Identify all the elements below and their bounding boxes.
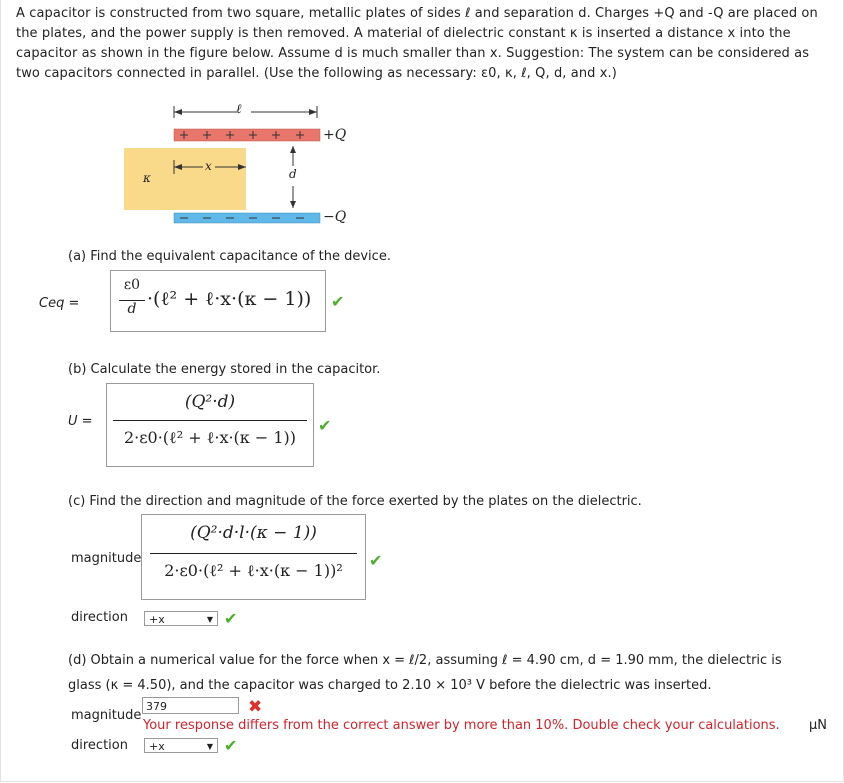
ceq-label: Ceq: [39, 296, 65, 311]
part-c-direction-check-icon: ✔: [224, 609, 238, 628]
part-a-var-label: [39, 296, 79, 311]
part-c-fraction-bar: [150, 553, 357, 554]
figure-label-kappa: κ: [143, 171, 151, 185]
part-b-check-icon: ✔: [318, 416, 332, 435]
part-a-expression: ·(ℓ² + ℓ·x·(κ − 1)): [147, 288, 312, 310]
part-c-direction-label: direction: [71, 610, 128, 625]
part-c-denominator: 2·ε0·(ℓ² + ℓ·x·(κ − 1))²: [164, 561, 343, 580]
figure-label-d: d: [289, 167, 297, 181]
figure-label-minus-q: −Q: [323, 209, 347, 225]
figure-label-l: ℓ: [236, 102, 242, 117]
part-d-direction-select[interactable]: [144, 738, 218, 753]
part-c-check-icon: ✔: [369, 551, 383, 570]
chevron-down-icon: ▼: [206, 615, 213, 624]
part-c-direction-value: +x: [149, 613, 165, 626]
part-a-question: (a) Find the equivalent capacitance of the device.: [68, 249, 391, 264]
part-d-magnitude-value: 379: [146, 700, 167, 713]
part-d-direction-value: +x: [149, 740, 165, 753]
part-d-magnitude-label: magnitude: [71, 708, 142, 723]
part-a-numerator: ε0: [123, 277, 141, 293]
part-a-denominator: d: [127, 301, 137, 317]
part-d-line2-text: glass (κ = 4.50), and the capacitor was charged to 2.10 × 10³ V before the dielectric was inserted.: [68, 678, 712, 693]
part-d-line1-text: (d) Obtain a numerical value for the force when x = ℓ/2, assuming ℓ = 4.90 cm, d = 1.90 mm, the dielectric is: [68, 653, 782, 668]
part-b-denominator: 2·ε0·(ℓ² + ℓ·x·(κ − 1)): [123, 428, 297, 447]
figure-label-x: x: [205, 159, 212, 173]
u-label: U: [68, 414, 78, 429]
part-d-magnitude-input[interactable]: [142, 697, 239, 714]
part-d-question-line2: [68, 678, 712, 693]
part-a-check-icon: ✔: [331, 292, 345, 311]
problem-intro: A capacitor is constructed from two square, metallic plates of sides ℓ and separation d. Charges +Q and -Q are placed on the plates, and the power supply is then removed. A material of dielectric constant κ is inserted a distance x into the capacitor as shown in the figure below. Assume d is much smaller than x. Suggestion: The system can be considered as two capacitors connected in parallel. (Use the following as necessary: ε0, κ, ℓ, Q, d, and x.): [16, 6, 818, 81]
equals-sign: =: [68, 296, 80, 311]
part-d-feedback: Your response differs from the correct answer by more than 10%. Double check your calculations.: [143, 718, 780, 733]
chevron-down-icon: ▼: [206, 742, 213, 751]
figure-label-plus-q: +Q: [323, 127, 347, 143]
part-c-numerator: (Q²·d·l·(κ − 1)): [190, 523, 317, 543]
part-c-magnitude-label: magnitude: [71, 551, 142, 566]
equals-sign-b: =: [81, 414, 93, 429]
part-b-numerator: (Q²·d): [184, 392, 236, 412]
part-c-answer-box[interactable]: [141, 514, 366, 600]
part-b-question: (b) Calculate the energy stored in the capacitor.: [68, 362, 381, 377]
part-d-direction-check-icon: ✔: [224, 736, 238, 755]
part-d-incorrect-icon: ✖: [248, 697, 263, 717]
part-b-fraction-bar: [113, 420, 307, 421]
part-d-question-line1: [68, 653, 782, 668]
part-d-unit: μN: [809, 718, 827, 733]
part-b-var-label: [68, 414, 93, 429]
part-d-direction-label: direction: [71, 738, 128, 753]
part-c-question: (c) Find the direction and magnitude of the force exerted by the plates on the dielectric.: [68, 494, 642, 509]
part-b-answer-box[interactable]: [106, 383, 314, 467]
part-c-direction-select[interactable]: [144, 611, 218, 626]
part-a-answer-box[interactable]: [110, 270, 326, 332]
